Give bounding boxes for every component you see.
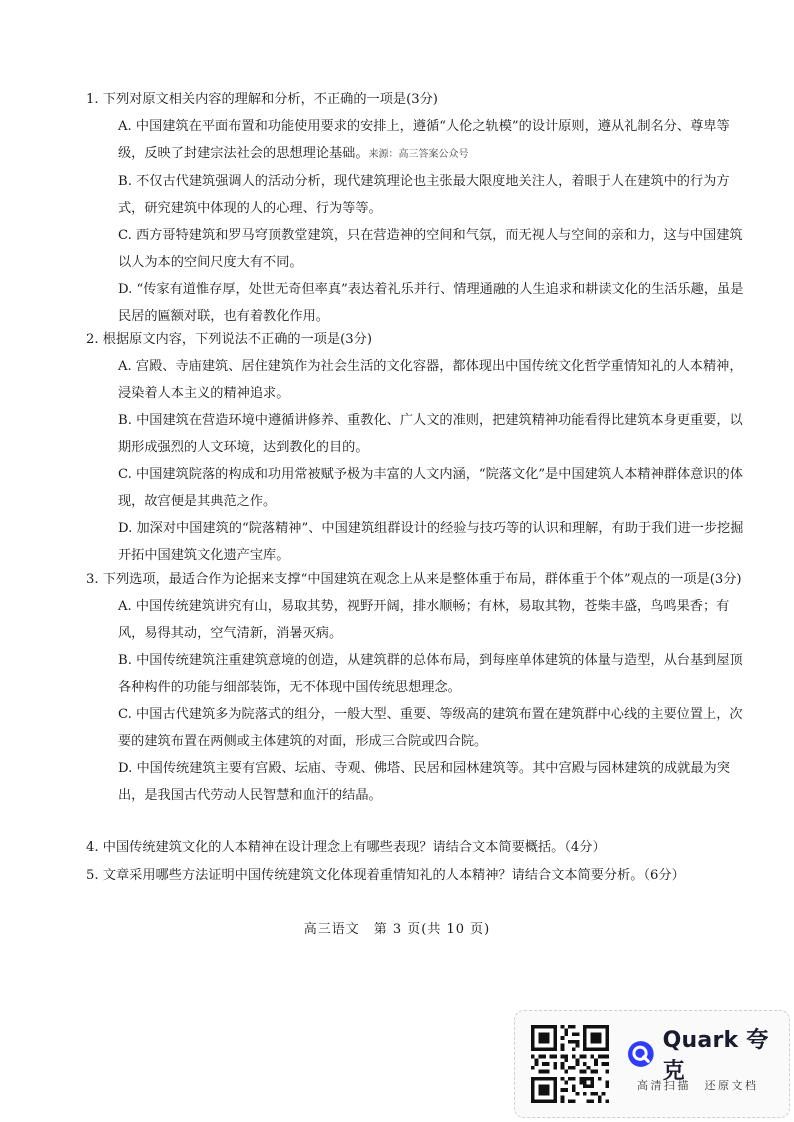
question-3-option-b: B. 中国传统建筑注重建筑意境的创造，从建筑群的总体布局，到每座单体建筑的体量与造型，从台基到屋顶各种构件的功能与细部装饰，无不体现中国传统思想理念。 bbox=[118, 653, 743, 695]
question-5-stem: 5. 文章采用哪些方法证明中国传统建筑文化体现着重情知礼的人本精神？请结合文本简要分析。（6分） bbox=[86, 868, 685, 883]
option-text: A. 中国建筑在平面布置和功能使用要求的安排上，遵循“人伦之轨模”的设计原则，遵从礼制名分、尊卑等级，反映了封建宗法社会的思想理论基础。 bbox=[118, 119, 730, 161]
question-3-option-a: A. 中国传统建筑讲究有山，易取其势，视野开阔，排水顺畅；有林，易取其物，苍柴丰盛，鸟鸣果香；有风，易得其动，空气清新，消暑灭病。 bbox=[118, 599, 730, 641]
question-2 bbox=[86, 326, 746, 569]
question-3 bbox=[86, 566, 746, 809]
brand-name: Quark 夸克 bbox=[662, 1028, 769, 1084]
question-1-option-c: C. 西方哥特建筑和罗马穹顶教堂建筑，只在营造神的空间和气氛，而无视人与空间的亲和力，这与中国建筑以人为本的空间尺度大有不同。 bbox=[118, 228, 743, 270]
page-footer: 高三语文 第 3 页(共 10 页) bbox=[303, 922, 491, 937]
question-3-stem: 3. 下列选项，最适合作为论据来支撑“中国建筑在观念上从来是整体重于布局，群体重于个体”观点的一项是(3分) bbox=[86, 572, 742, 587]
brand-tagline: 高清扫描 还原文档 bbox=[637, 1079, 759, 1092]
qr-code-icon[interactable] bbox=[531, 1025, 609, 1103]
question-2-option-b: B. 中国建筑在营造环境中遵循讲修养、重教化、广人文的准则，把建筑精神功能看得比建筑本身更重要，以期形成强烈的人文环境，达到教化的目的。 bbox=[118, 413, 743, 455]
question-1 bbox=[86, 86, 746, 330]
question-1-option-b: B. 不仅古代建筑强调人的活动分析，现代建筑理论也主张最大限度地关注人，着眼于人在建筑中的行为方式，研究建筑中体现的人的心理、行为等等。 bbox=[118, 174, 730, 216]
source-note: 来源：高三答案公众号 bbox=[368, 149, 469, 160]
question-2-option-c: C. 中国建筑院落的构成和功用常被赋予极为丰富的人文内涵，“院落文化”是中国建筑人本精神群体意识的体现，故宫便是其典范之作。 bbox=[118, 467, 743, 509]
question-1-stem: 1. 下列对原文相关内容的理解和分析，不正确的一项是(3分) bbox=[86, 92, 438, 107]
question-2-option-a: A. 宫殿、寺庙建筑、居住建筑作为社会生活的文化容器，都体现出中国传统文化哲学重情知礼的人本精神，浸染着人本主义的精神追求。 bbox=[118, 359, 743, 401]
question-4-stem: 4. 中国传统建筑文化的人本精神在设计理念上有哪些表现？请结合文本简要概括。（4分） bbox=[86, 840, 606, 855]
question-1-option-d: D. “传家有道惟存厚，处世无奇但率真”表达着礼乐并行、情理通融的人生追求和耕读文化的生活乐趣，虽是民居的匾额对联，也有着教化作用。 bbox=[118, 282, 744, 324]
question-5 bbox=[86, 862, 746, 889]
question-2-option-d: D. 加深对中国建筑的“院落精神”、中国建筑组群设计的经验与技巧等的认识和理解，有助于我们进一步挖掘开拓中国建筑文化遗产宝库。 bbox=[118, 521, 744, 563]
question-1-option-a bbox=[86, 113, 746, 168]
quark-scan-badge[interactable] bbox=[514, 1010, 790, 1118]
question-2-stem: 2. 根据原文内容，下列说法不正确的一项是(3分) bbox=[86, 332, 373, 347]
quark-logo-icon bbox=[627, 1040, 655, 1068]
question-3-option-c: C. 中国古代建筑多为院落式的组分，一般大型、重要、等级高的建筑布置在建筑群中心线的主要位置上，次要的建筑布置在两侧或主体建筑的对面，形成三合院或四合院。 bbox=[118, 707, 743, 749]
question-4 bbox=[86, 834, 746, 861]
quark-brand bbox=[627, 1028, 789, 1084]
question-3-option-d: D. 中国传统建筑主要有宫殿、坛庙、寺观、佛塔、民居和园林建筑等。其中宫殿与园林建筑的成就最为突出，是我国古代劳动人民智慧和血汗的结晶。 bbox=[118, 761, 730, 803]
